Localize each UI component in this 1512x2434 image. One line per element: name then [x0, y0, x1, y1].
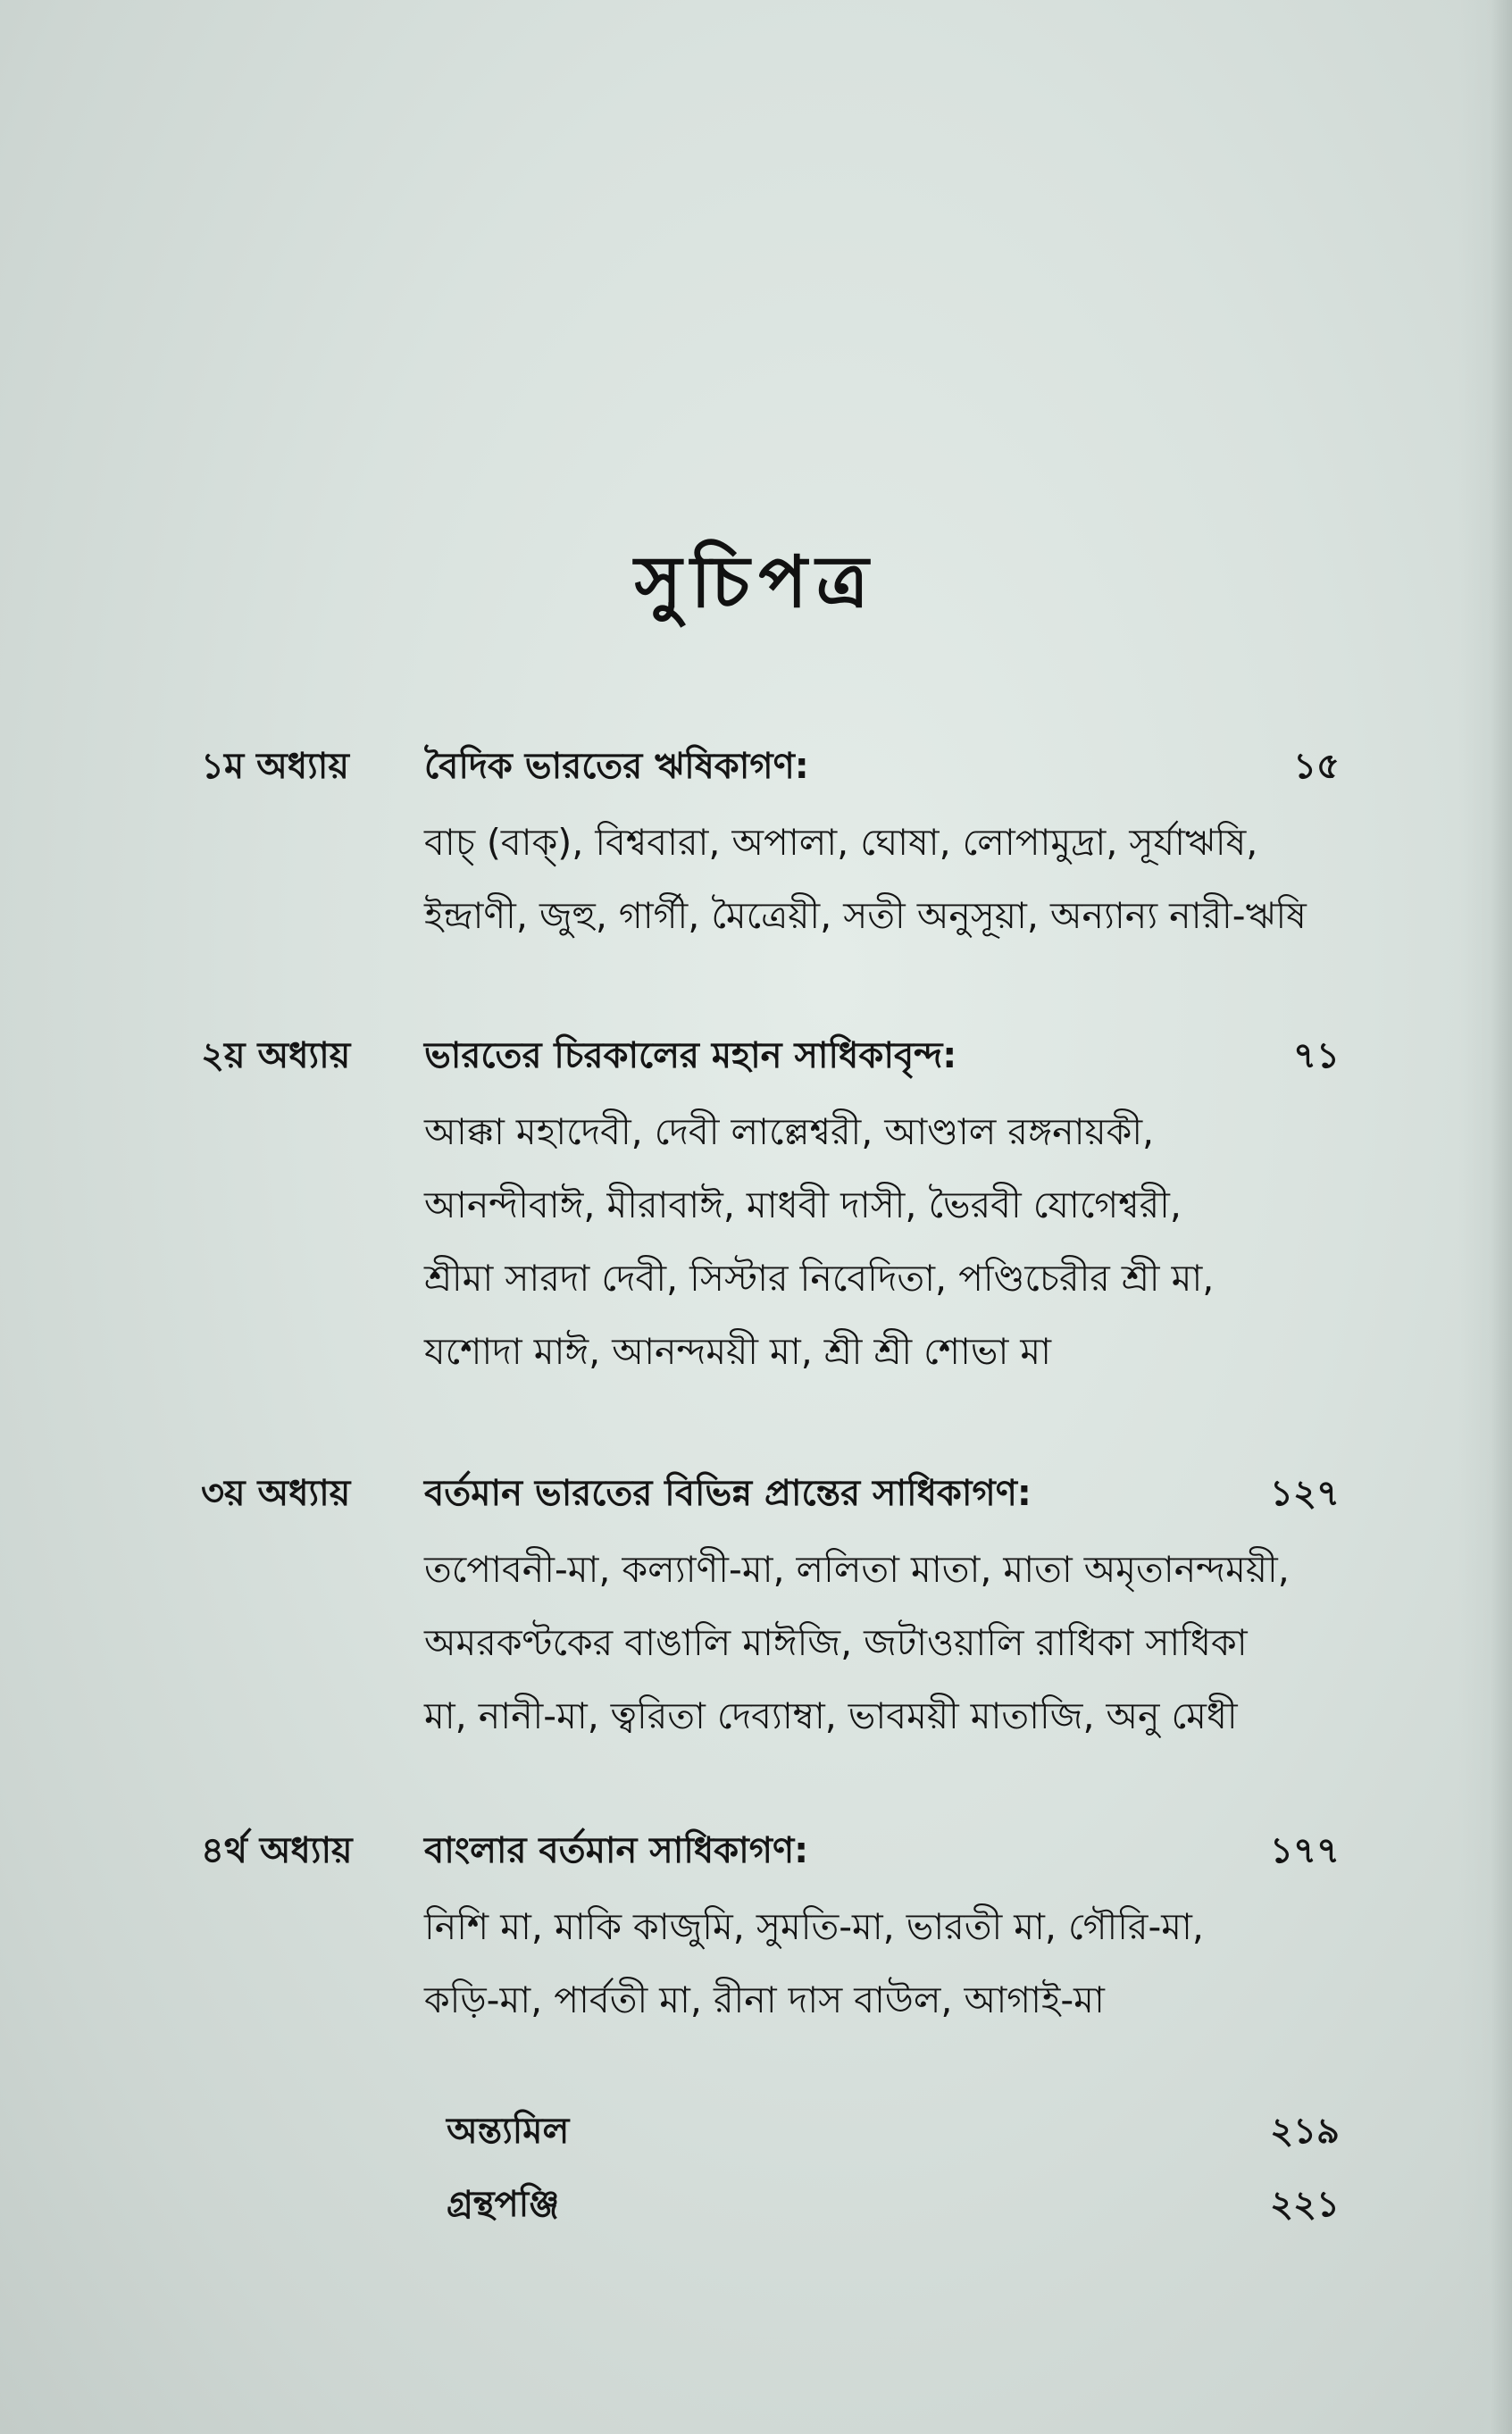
chapter-item-line: কড়ি-মা, পার্বতী মা, রীনা দাস বাউল, আগাই-মা: [424, 1978, 1105, 2021]
chapter-item-line: মা, নানী-মা, ত্বরিতা দেব্যাম্বা, ভাবময়ী মাতাজি, অনু মেধী: [424, 1694, 1238, 1737]
chapter-body: [424, 1027, 1340, 1388]
appendix-page-number: ২১৯: [1270, 2111, 1340, 2152]
chapter-items: [424, 1533, 1340, 1752]
chapter-item-line: আক্কা মহাদেবী, দেবী লাল্লেশ্বরী, আণ্ডাল রঙ্গনায়কী,: [424, 1110, 1155, 1153]
chapter-page-number: ১২৭: [1270, 1473, 1340, 1514]
chapter-body: [424, 738, 1340, 952]
chapter-heading: বৈদিক ভারতের ঋষিকাগণ:: [424, 746, 809, 787]
bibliography-entry: [447, 2176, 1340, 2233]
appendix-label: অন্ত্যমিল: [447, 2111, 570, 2152]
chapter-item-line: তপোবনী-মা, কল্যাণী-মা, ললিতা মাতা, মাতা অমৃতানন্দময়ী,: [424, 1548, 1290, 1591]
chapter-label: ২য় অধ্যায়: [201, 1035, 351, 1076]
chapter-page-number: ৭১: [1293, 1035, 1340, 1076]
chapter-label: ১ম অধ্যায়: [201, 746, 349, 787]
chapter-item-line: অমরকণ্টকের বাঙালি মাঈজি, জটাওয়ালি রাধিকা সাধিকা: [424, 1621, 1248, 1664]
chapter-entry: [201, 1822, 1344, 2037]
chapter-items: [424, 806, 1340, 952]
chapter-heading: বাংলার বর্তমান সাধিকাগণ:: [424, 1830, 809, 1871]
chapter-item-line: শ্রীমা সারদা দেবী, সিস্টার নিবেদিতা, পণ্ডিচেরীর শ্রী মা,: [424, 1257, 1215, 1300]
chapter-heading-row: [424, 1027, 1340, 1084]
chapter-heading-row: [424, 738, 1340, 795]
bibliography-label: গ্রন্থপঞ্জি: [447, 2184, 560, 2225]
chapter-item-line: যশোদা মাঈ, আনন্দময়ী মা, শ্রী শ্রী শোভা মা: [424, 1330, 1052, 1373]
chapter-heading-row: [424, 1822, 1340, 1879]
chapter-heading: বর্তমান ভারতের বিভিন্ন প্রান্তের সাধিকাগণ:: [424, 1473, 1032, 1514]
bibliography-page-number: ২২১: [1270, 2184, 1340, 2225]
chapter-page-number: ১৭৭: [1270, 1830, 1340, 1871]
chapter-label: ৩য় অধ্যায়: [201, 1473, 351, 1514]
appendix-entry: [447, 2103, 1340, 2160]
chapter-item-line: নিশি মা, মাকি কাজুমি, সুমতি-মা, ভারতী মা, গৌরি-মা,: [424, 1905, 1204, 1948]
page-edge-shadow: [1458, 0, 1512, 2434]
chapter-page-number: ১৫: [1293, 746, 1340, 787]
chapter-heading-row: [424, 1465, 1340, 1522]
chapter-body: [424, 1822, 1340, 2037]
chapter-body: [424, 1465, 1340, 1752]
chapter-label: ৪র্থ অধ্যায়: [201, 1830, 353, 1871]
chapter-item-line: ইন্দ্রাণী, জুহু, গার্গী, মৈত্রেয়ী, সতী অনুসূয়া, অন্যান্য নারী-ঋষি: [424, 894, 1307, 937]
chapter-item-line: বাচ্ (বাক্), বিশ্ববারা, অপালা, ঘোষা, লোপামুদ্রা, সূর্যাঋষি,: [424, 821, 1258, 864]
chapter-entry: [201, 1465, 1344, 1751]
chapter-heading: ভারতের চিরকালের মহান সাধিকাবৃন্দ:: [424, 1035, 957, 1076]
page-title: সুচিপত্র: [634, 539, 878, 623]
chapter-items: [424, 1095, 1340, 1388]
chapter-entry: [201, 1027, 1344, 1384]
chapter-entry: [201, 738, 1344, 952]
chapter-item-line: আনন্দীবাঈ, মীরাবাঈ, মাধবী দাসী, ভৈরবী যোগেশ্বরী,: [424, 1184, 1182, 1226]
chapter-items: [424, 1890, 1340, 2037]
